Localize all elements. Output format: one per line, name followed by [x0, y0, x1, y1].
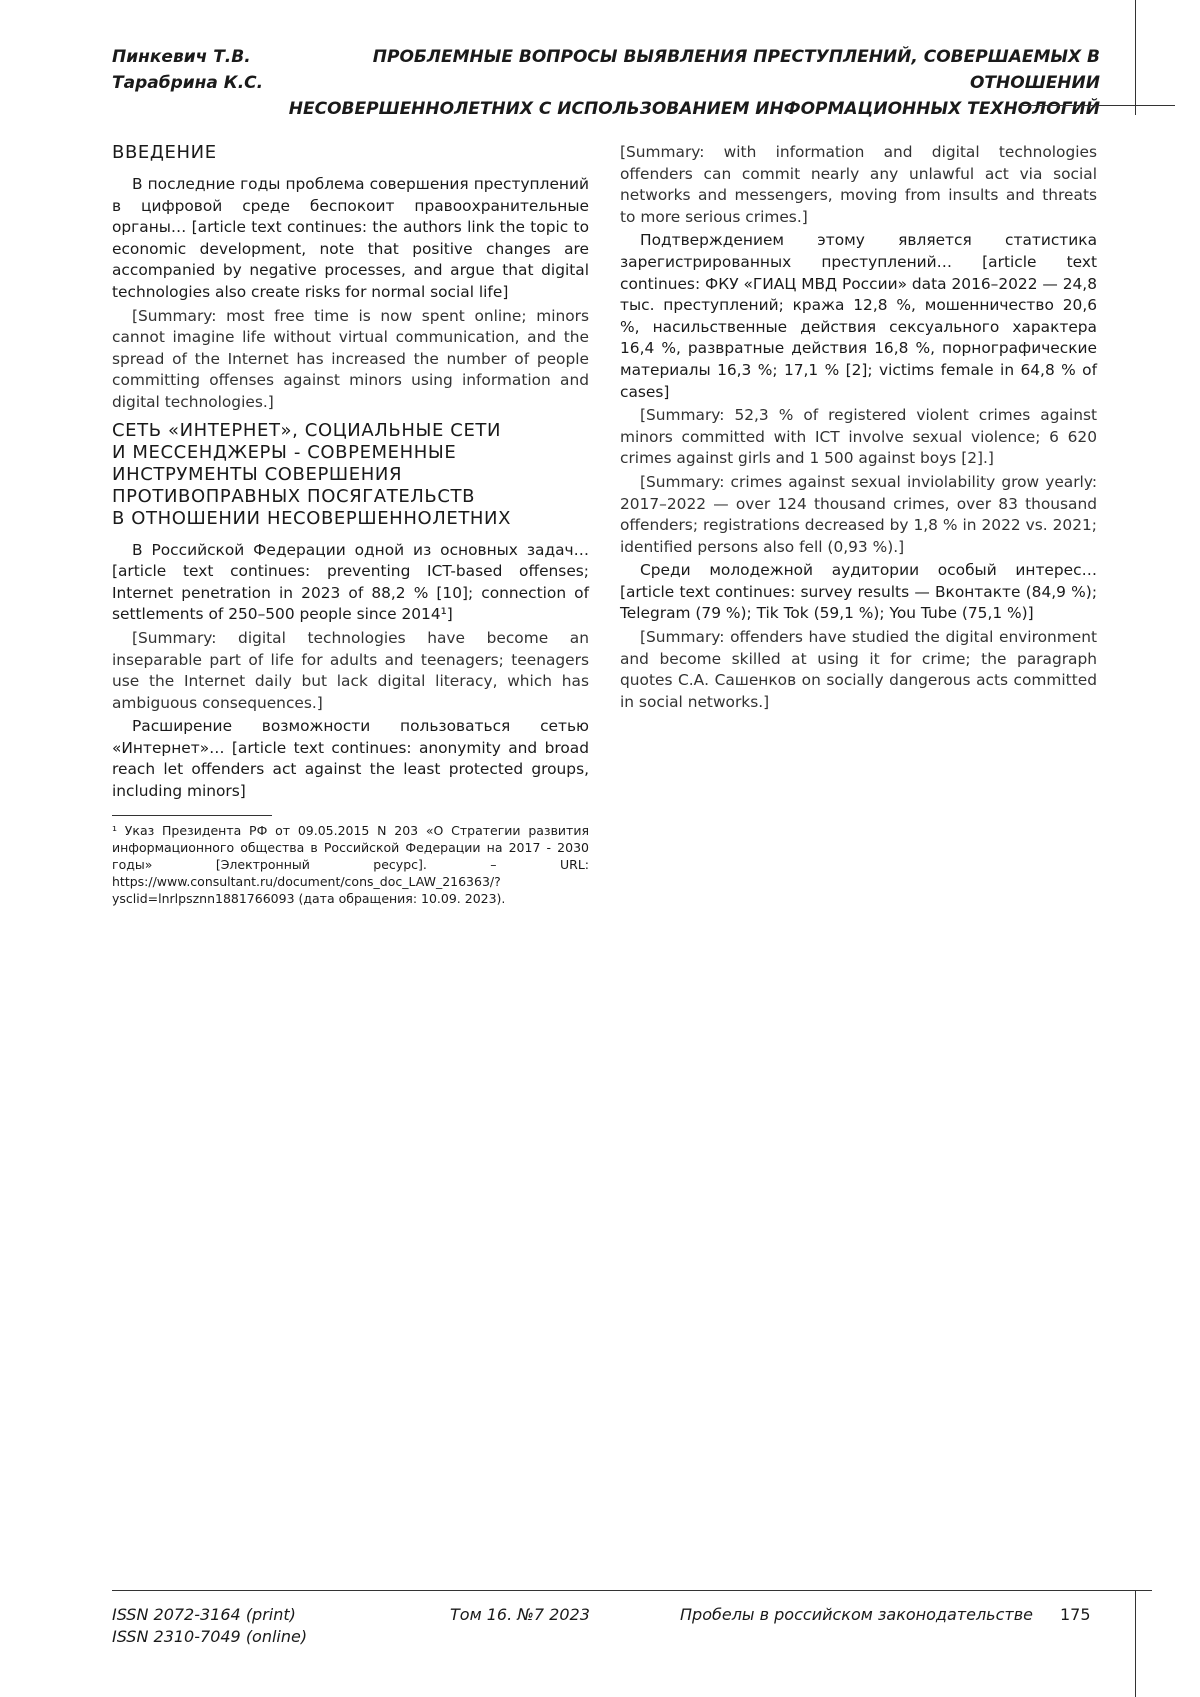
- paragraph: Среди молодежной аудитории особый интерес… [article text continues: survey results — Вконтакте (84,9 %); Telegram (79 %); Tik Tok (59,1 %); You Tube (75,1 %)]: [620, 560, 1097, 625]
- section-heading-line: И МЕССЕНДЖЕРЫ - СОВРЕМЕННЫЕ: [112, 442, 589, 464]
- issn-online: ISSN 2310-7049 (online): [112, 1626, 307, 1648]
- right-column: [620, 142, 1097, 715]
- author-1: Пинкевич Т.В.: [112, 44, 263, 70]
- header-rule-horizontal: [1020, 105, 1175, 106]
- section-heading-line: ПРОТИВОПРАВНЫХ ПОСЯГАТЕЛЬСТВ: [112, 486, 589, 508]
- header-authors: [112, 44, 263, 96]
- paragraph-summary: [Summary: with information and digital technologies offenders can commit nearly any unlawful act via social networks and messengers, moving from insults and threats to more serious crimes.]: [620, 142, 1097, 228]
- footer-journal-title: Пробелы в российском законодательстве: [680, 1604, 1033, 1626]
- paragraph: Подтверждением этому является статистика зарегистрированных преступлений… [article text continues: ФКУ «ГИАЦ МВД России» data 2016–2022 — 24,8 тыс. преступлений; кража 12,8 %, мошенничество 20,6 %, насильственные действия сексуального характера 16,4 %, развратные действия 16,8 %, порнографические материалы 16,3 %; 17,1 % [2]; victims female in 64,8 % of cases]: [620, 230, 1097, 403]
- footnote-divider: [112, 815, 272, 816]
- paragraph: В последние годы проблема совершения преступлений в цифровой среде беспокоит правоохранительные органы… [article text continues: the authors link the topic to economic development, note that positive changes are accompanied by negative processes, and argue that digital technologies also create risks for normal social life]: [112, 174, 589, 304]
- paragraph-summary: [Summary: 52,3 % of registered violent crimes against minors committed with ICT involve sexual violence; 6 620 crimes against girls and 1 500 against boys [2].]: [620, 405, 1097, 470]
- header-rule-vertical: [1135, 0, 1136, 115]
- paragraph-summary: [Summary: most free time is now spent online; minors cannot imagine life without virtual communication, and the spread of the Internet has increased the number of people committing offenses against minors using information and digital technologies.]: [112, 306, 589, 414]
- paragraph-summary: [Summary: crimes against sexual inviolability grow yearly: 2017–2022 — over 124 thousand crimes, over 83 thousand offenders; registrations decreased by 1,8 % in 2022 vs. 2021; identified persons also fell (0,93 %).]: [620, 472, 1097, 558]
- issn-print: ISSN 2072-3164 (print): [112, 1604, 307, 1626]
- header-title-line-1: ПРОБЛЕМНЫЕ ВОПРОСЫ ВЫЯВЛЕНИЯ ПРЕСТУПЛЕНИЙ, СОВЕРШАЕМЫХ В ОТНОШЕНИИ: [250, 44, 1100, 96]
- paragraph: Расширение возможности пользоваться сетью «Интернет»… [article text continues: anonymity and broad reach let offenders act against the least protected groups, including minors]: [112, 716, 589, 802]
- paragraph-summary: [Summary: offenders have studied the digital environment and become skilled at using it for crime; the paragraph quotes С.А. Сашенков on socially dangerous acts committed in social networks.]: [620, 627, 1097, 713]
- header-title-line-2: НЕСОВЕРШЕННОЛЕТНИХ С ИСПОЛЬЗОВАНИЕМ ИНФОРМАЦИОННЫХ ТЕХНОЛОГИЙ: [250, 96, 1100, 122]
- header-title: [250, 44, 1100, 122]
- section-heading-internet: [112, 420, 589, 530]
- page-number: 175: [1060, 1604, 1091, 1626]
- section-heading-line: СЕТЬ «ИНТЕРНЕТ», СОЦИАЛЬНЫЕ СЕТИ: [112, 420, 589, 442]
- footnote: ¹ Указ Президента РФ от 09.05.2015 N 203 «О Стратегии развития информационного общества в Российской Федерации на 2017 - 2030 годы» [Электронный ресурс]. – URL: https://www.consultant.ru/document/cons_doc_LAW_216363/?ysclid=lnrlpsznn1881766093 (дата обращения: 10.09. 2023).: [112, 822, 589, 907]
- footer-volume: Том 16. №7 2023: [450, 1604, 590, 1626]
- paragraph-summary: [Summary: digital technologies have become an inseparable part of life for adults and teenagers; teenagers use the Internet daily but lack digital literacy, which has ambiguous consequences.]: [112, 628, 589, 714]
- left-column: [112, 142, 589, 907]
- section-heading-line: В ОТНОШЕНИИ НЕСОВЕРШЕННОЛЕТНИХ: [112, 508, 589, 530]
- section-heading-intro: ВВЕДЕНИЕ: [112, 142, 589, 164]
- footer-rule-vertical: [1135, 1590, 1136, 1697]
- author-2: Тарабрина К.С.: [112, 70, 263, 96]
- footer-issn: [112, 1604, 307, 1648]
- paragraph: В Российской Федерации одной из основных задач… [article text continues: preventing ICT-based offenses; Internet penetration in 2023 of 88,2 % [10]; connection of settlements of 250–500 people since 2014¹]: [112, 540, 589, 626]
- section-heading-line: ИНСТРУМЕНТЫ СОВЕРШЕНИЯ: [112, 464, 589, 486]
- footer-rule-horizontal: [112, 1590, 1152, 1591]
